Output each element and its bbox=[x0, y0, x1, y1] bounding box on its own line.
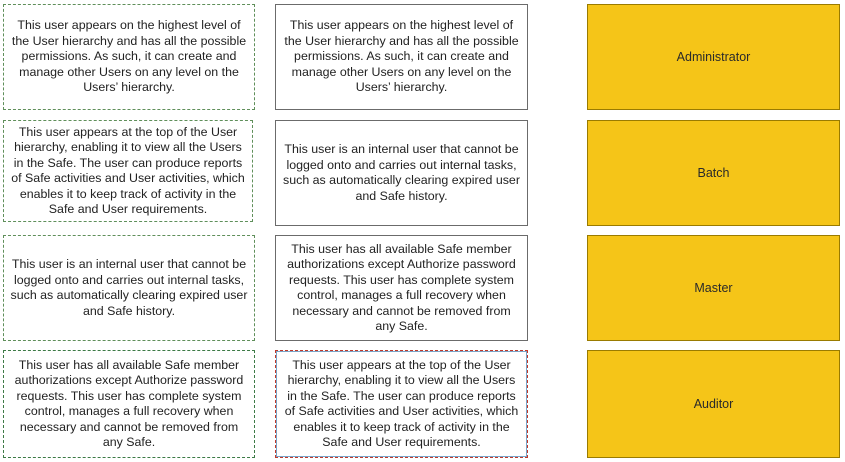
target-auditor bbox=[587, 350, 840, 458]
target-batch bbox=[587, 120, 840, 226]
card-text: This user is an internal user that cannot be logged onto and carries out internal tasks, such as automatically clearing expired user and Safe history. bbox=[283, 142, 520, 203]
target-label: Master bbox=[694, 281, 733, 295]
answer-card-master-description[interactable] bbox=[3, 350, 255, 458]
card-text: This user appears at the top of the User hierarchy, enabling it to view all the Users in the Safe. The user can produce reports of Safe activities and User activities, which enables it to keep track of activity in the Safe and User requirements. bbox=[11, 124, 245, 216]
card-text: This user appears on the highest level of the User hierarchy and has all the possible permissions. As such, it can create and manage other Users on any level on the Users’ hierarchy. bbox=[11, 18, 247, 95]
placed-answer-1[interactable] bbox=[275, 4, 528, 110]
target-administrator bbox=[587, 4, 840, 110]
target-label: Auditor bbox=[693, 397, 734, 411]
card-text: This user appears at the top of the User hierarchy, enabling it to view all the Users in the Safe. The user can produce reports of Safe activities and User activities, which enables it to keep track of activity in the Safe and User requirements. bbox=[284, 357, 519, 449]
card-text: This user appears on the highest level of the User hierarchy and has all the possible permissions. As such, it can create and manage other Users on any level on the Users’ hierarchy. bbox=[284, 18, 519, 95]
card-text: This user is an internal user that cannot be logged onto and carries out internal tasks, such as automatically clearing expired user and Safe history. bbox=[10, 257, 248, 318]
answer-card-auditor-description[interactable] bbox=[3, 120, 253, 222]
placed-answer-2[interactable] bbox=[275, 120, 528, 226]
target-master bbox=[587, 235, 840, 341]
answer-card-batch-description[interactable] bbox=[3, 235, 255, 341]
card-text: This user has all available Safe member authorizations except Authorize password requests. This user has complete system control, manages a full recovery when necessary and cannot be removed from any Safe. bbox=[14, 357, 244, 449]
answer-card-administrator-description[interactable] bbox=[3, 4, 255, 110]
placed-answer-3[interactable] bbox=[275, 235, 528, 341]
card-text: This user has all available Safe member authorizations except Authorize password requests. This user has complete system control, manages a full recovery when necessary and cannot be removed from any Safe. bbox=[287, 241, 516, 333]
target-label: Administrator bbox=[676, 50, 751, 64]
target-label: Batch bbox=[697, 166, 730, 180]
placed-answer-4[interactable] bbox=[275, 350, 528, 458]
